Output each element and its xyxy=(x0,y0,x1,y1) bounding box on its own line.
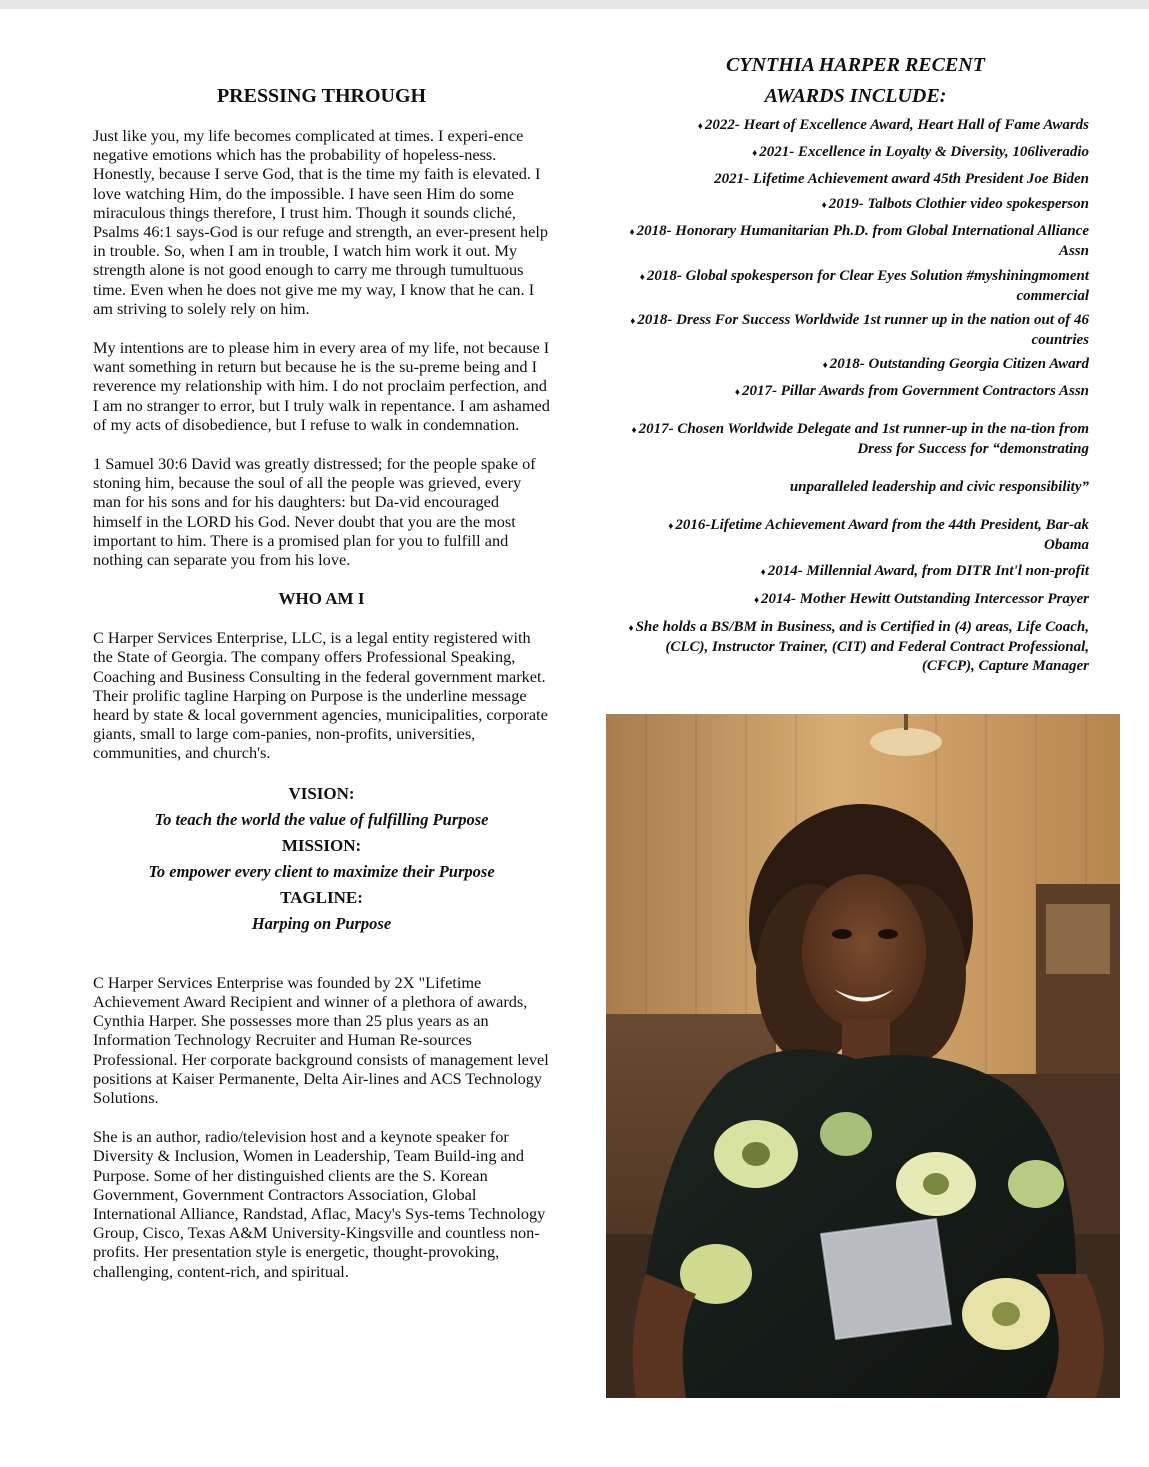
award-item xyxy=(622,420,1089,459)
diamond-bullet-icon: ♦ xyxy=(628,623,634,634)
paragraph-4: C Harper Services Enterprise, LLC, is a legal entity registered with the State of Georgia. The company offers Professional Speaking, Coaching and Business Consulting in the federal government market. Their prolific tagline Harping on Purpose is the underline message heard by state & local government agencies, municipalities, corporate giants, small to large com-panies, non-profits, universities, communities, and church's. xyxy=(93,628,548,763)
diamond-bullet-icon: ♦ xyxy=(821,200,827,211)
award-text: 2016-Lifetime Achievement Award from the 44th President, Bar-ak Obama xyxy=(675,517,1089,553)
diamond-bullet-icon: ♦ xyxy=(734,387,740,398)
awards-column xyxy=(622,50,1089,676)
award-text: 2018- Global spokesperson for Clear Eyes Solution #myshiningmoment commercial xyxy=(646,268,1089,304)
diamond-bullet-icon: ♦ xyxy=(752,148,758,159)
left-column xyxy=(93,85,550,1281)
awards-list xyxy=(622,116,1089,676)
award-text: 2021- Lifetime Achievement award 45th President Joe Biden xyxy=(714,171,1089,187)
diamond-bullet-icon: ♦ xyxy=(668,521,674,532)
award-text: 2014- Millennial Award, from DITR Int'l non-profit xyxy=(767,563,1089,579)
award-text: 2021- Excellence in Loyalty & Diversity, 106liveradio xyxy=(759,144,1089,160)
diamond-bullet-icon: ♦ xyxy=(822,360,828,371)
award-item xyxy=(622,382,1089,402)
award-item xyxy=(622,222,1089,261)
paragraph-1: Just like you, my life becomes complicated at times. I experi-ence negative emotions which has the probability of hopeless-ness. Honestly, because I serve God, that is the time my faith is elevated. I love watching Him, do the impossible. I have seen Him do some miraculous things therefore, I trust him. Though it sounds cliché, Psalms 46:1 says-God is our refuge and strength, an ever-present help in trouble. So, when I am in trouble, I watch him work it out. My strength alone is not good enough to carry me through tumultuous time. Even when he does not give me my way, I know that he can. I am striving to solely rely on him. xyxy=(93,126,548,318)
award-text: unparalleled leadership and civic responsibility” xyxy=(789,479,1089,495)
award-text: 2017- Chosen Worldwide Delegate and 1st runner-up in the na-tion from Dress for Success for “demonstrating xyxy=(638,421,1089,457)
award-text: 2019- Talbots Clothier video spokesperson xyxy=(828,196,1089,212)
awards-title xyxy=(622,50,1089,112)
award-text: 2018- Outstanding Georgia Citizen Award xyxy=(829,356,1089,372)
awards-title-line-1: CYNTHIA HARPER RECENT xyxy=(726,54,985,76)
mission-text: To empower every client to maximize their Purpose xyxy=(148,861,495,881)
award-item xyxy=(622,311,1089,350)
award-item xyxy=(622,195,1089,215)
diamond-bullet-icon: ♦ xyxy=(631,425,637,436)
top-bar xyxy=(0,0,1149,9)
award-item xyxy=(622,267,1089,306)
paragraph-2: My intentions are to please him in every area of my life, not because I want something in return but because he is the su-preme being and I reverence my relationship with him. I do not proclaim perfection, and I am no stranger to error, but I truly walk in repentance. I am ashamed of my acts of disobedience, but I refuse to walk in condemnation. xyxy=(93,338,550,434)
paragraph-3: 1 Samuel 30:6 David was greatly distressed; for the people spake of stoning him, because the soul of all the people was grieved, every man for his sons and for his daughters: but Da-vid encouraged himself in the LORD his God. Never doubt that you are the most important to him. There is a promised plan for you to fulfill and nothing can separate you from his love. xyxy=(93,454,536,570)
award-item xyxy=(622,516,1089,555)
award-item xyxy=(622,170,1089,189)
award-item xyxy=(622,618,1089,676)
award-item xyxy=(622,355,1089,375)
paragraph-6: She is an author, radio/television host and a keynote speaker for Diversity & Inclusion, Women in Leadership, Team Build-ing and Purpose. Some of her distinguished clients are the S. Korean Government, Government Contractors Association, Global International Alliance, Randstad, Aflac, Macy's Sys-tems Technology Group, Cisco, Texas A&M University-Kingsville and countless non-profits. Her presentation style is energetic, thought-provoking, challenging, content-rich, and spiritual. xyxy=(93,1127,546,1281)
mission-label: MISSION: xyxy=(281,835,362,855)
diamond-bullet-icon: ♦ xyxy=(760,567,766,578)
diamond-bullet-icon: ♦ xyxy=(697,121,703,132)
award-text: 2018- Dress For Success Worldwide 1st runner up in the nation out of 46 countries xyxy=(637,312,1089,348)
award-text: She holds a BS/BM in Business, and is Certified in (4) areas, Life Coach, (CLC), Instructor Trainer, (CIT) and Federal Contract Professional, (CFCP), Capture Manager xyxy=(635,619,1089,674)
award-text: 2014- Mother Hewitt Outstanding Intercessor Prayer xyxy=(761,591,1089,607)
portrait-photo xyxy=(606,714,1120,1398)
vision-label: VISION: xyxy=(288,783,355,803)
award-item xyxy=(622,478,1089,497)
awards-title-line-2: AWARDS INCLUDE: xyxy=(764,85,947,107)
paragraph-5: C Harper Services Enterprise was founded by 2X "Lifetime Achievement Award Recipient and winner of a plethora of awards, Cynthia Harper. She possesses more than 25 plus years as an Information Technology Recruiter and Human Re-sources Professional. Her corporate background consists of management level positions at Kaiser Permanente, Delta Air-lines and ACS Technology Solutions. xyxy=(93,972,549,1107)
diamond-bullet-icon: ♦ xyxy=(753,595,760,606)
heading-who-am-i: WHO AM I xyxy=(278,589,365,609)
diamond-bullet-icon: ♦ xyxy=(629,227,635,238)
award-item xyxy=(622,116,1089,136)
tagline-text: Harping on Purpose xyxy=(251,913,392,933)
diamond-bullet-icon: ♦ xyxy=(630,316,636,327)
award-text: 2017- Pillar Awards from Government Contractors Assn xyxy=(742,383,1089,399)
award-text: 2022- Heart of Excellence Award, Heart Hall of Fame Awards xyxy=(704,117,1089,133)
award-text: 2018- Honorary Humanitarian Ph.D. from Global International Alliance Assn xyxy=(636,223,1089,259)
award-item xyxy=(622,562,1089,582)
vision-text: To teach the world the value of fulfilling Purpose xyxy=(154,809,489,829)
diamond-bullet-icon: ♦ xyxy=(639,272,645,283)
heading-pressing-through: PRESSING THROUGH xyxy=(216,85,427,107)
tagline-label: TAGLINE: xyxy=(280,887,363,907)
award-item xyxy=(622,143,1089,163)
award-item xyxy=(622,590,1089,610)
